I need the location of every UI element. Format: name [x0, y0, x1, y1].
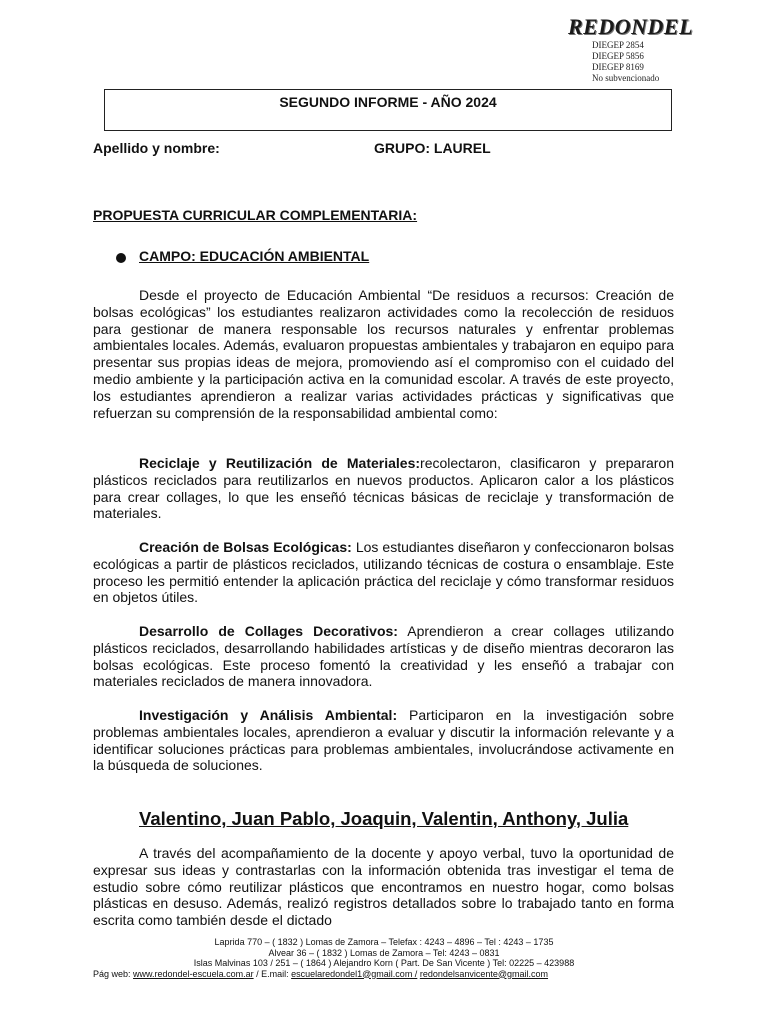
activity-text: recolectaron, clasificaron y prepararon plásticos reciclados para reutilizarlos en nuevos productos. Aplicaron calor a los plásticos para crear collages, lo que les enseñó técnicas básicas de reciclaje y transformación de materiales. [93, 455, 674, 522]
logo-code: DIEGEP 8169 [592, 62, 644, 72]
school-logo [566, 14, 694, 90]
web-label: Pág web: [93, 968, 134, 979]
email-link[interactable]: escuelaredondel1@gmail.com / [291, 968, 418, 979]
email-link[interactable]: redondelsanvicente@gmail.com [419, 968, 549, 979]
email-label: / E.mail: [253, 968, 292, 979]
name-label: Apellido y nombre: [93, 140, 220, 156]
section-heading: PROPUESTA CURRICULAR COMPLEMENTARIA: [93, 207, 418, 223]
activity-title: Investigación y Análisis Ambiental: [139, 707, 398, 723]
logo-code: DIEGEP 2854 [592, 40, 644, 50]
report-title: SEGUNDO INFORME - AÑO 2024 [279, 94, 497, 110]
logo-code: DIEGEP 5856 [592, 51, 644, 61]
student-names: Valentino, Juan Pablo, Joaquin, Valentin, Anthony, Julia [139, 808, 629, 829]
activity-paragraph [93, 455, 674, 522]
activity-text: Participaron en la investigación sobre problemas ambientales locales, aprendieron a evaluar y discutir la información relevante y a identificar soluciones prácticas para problemas ambientales, involucrándose activamente en la búsqueda de soluciones. [93, 707, 674, 774]
footer-address: Islas Malvinas 103 / 251 – ( 1864 ) Alejandro Korn ( Part. De San Vicente ) Tel: 02225 – 423988 [193, 958, 575, 968]
activity-text: Aprendieron a crear collages utilizando plásticos reciclados, desarrollando habilidades artísticas y de diseño mientras decoraron las bolsas ecológicas. Este proceso fomentó la creatividad y les enseñó a trabajar con materiales reciclados de manera innovadora. [93, 623, 674, 690]
title-box [104, 89, 672, 131]
activity-paragraph [93, 707, 674, 774]
campo-heading: CAMPO: EDUCACIÓN AMBIENTAL [139, 248, 370, 264]
activity-title: Desarrollo de Collages Decorativos: [139, 623, 398, 639]
logo-code: No subvencionado [592, 73, 660, 83]
footer-address: Laprida 770 – ( 1832 ) Lomas de Zamora – Telefax : 4243 – 4896 – Tel : 4243 – 1735 [214, 937, 554, 947]
footer-contact [0, 969, 768, 980]
group-label: GRUPO: LAUREL [374, 140, 491, 156]
activity-paragraph [93, 623, 674, 690]
activity-text: Los estudiantes diseñaron y confeccionaron bolsas ecológicas a partir de plásticos reciclados, utilizando técnicas de costura o ensamblaje. Este proceso les permitió entender la aplicación práctica del reciclaje y cómo transformar residuos en objetos útiles. [93, 539, 674, 606]
student-paragraph [93, 845, 674, 933]
student-text: A través del acompañamiento de la docente y apoyo verbal, tuvo la oportunidad de expresar sus ideas y contrastarlas con la información obtenida tras investigar el tema de estudio sobre cómo reutilizar plásticos que encontramos en nuestro hogar, como bolsas plásticas en desuso. Además, realizó registros detallados sobre lo trabajado tanto en forma escrita como también desde el dictado [93, 845, 674, 929]
activity-title: Reciclaje y Reutilización de Materiales: [139, 455, 421, 471]
logo-wordmark: REDONDEL [568, 14, 694, 39]
intro-text: Desde el proyecto de Educación Ambiental “De residuos a recursos: Creación de bolsas ecológicas” los estudiantes realizaron actividades como la recolección de residuos para gestionar de manera responsable los recursos naturales y enfrentar problemas ambientales locales. Además, evaluaron propuestas ambientales y trabajaron en equipo para presentar sus propias ideas de mejora, promoviendo así el compromiso con el cuidado del medio ambiente y la participación activa en la comunidad escolar. A través de este proyecto, los estudiantes aprendieron a realizar varias actividades prácticas y significativas que refuerzan su comprensión de la responsabilidad ambiental como: [93, 287, 674, 421]
intro-paragraph [93, 287, 674, 421]
logo-codes [592, 40, 659, 84]
footer-address: Alvear 36 – ( 1832 ) Lomas de Zamora – Tel: 4243 – 0831 [268, 947, 500, 958]
website-link[interactable]: www.redondel-escuela.com.ar [133, 968, 254, 979]
activity-title: Creación de Bolsas Ecológicas: [139, 539, 352, 555]
activity-paragraph [93, 539, 674, 606]
bullet-icon [116, 253, 126, 263]
page-footer [0, 937, 768, 979]
